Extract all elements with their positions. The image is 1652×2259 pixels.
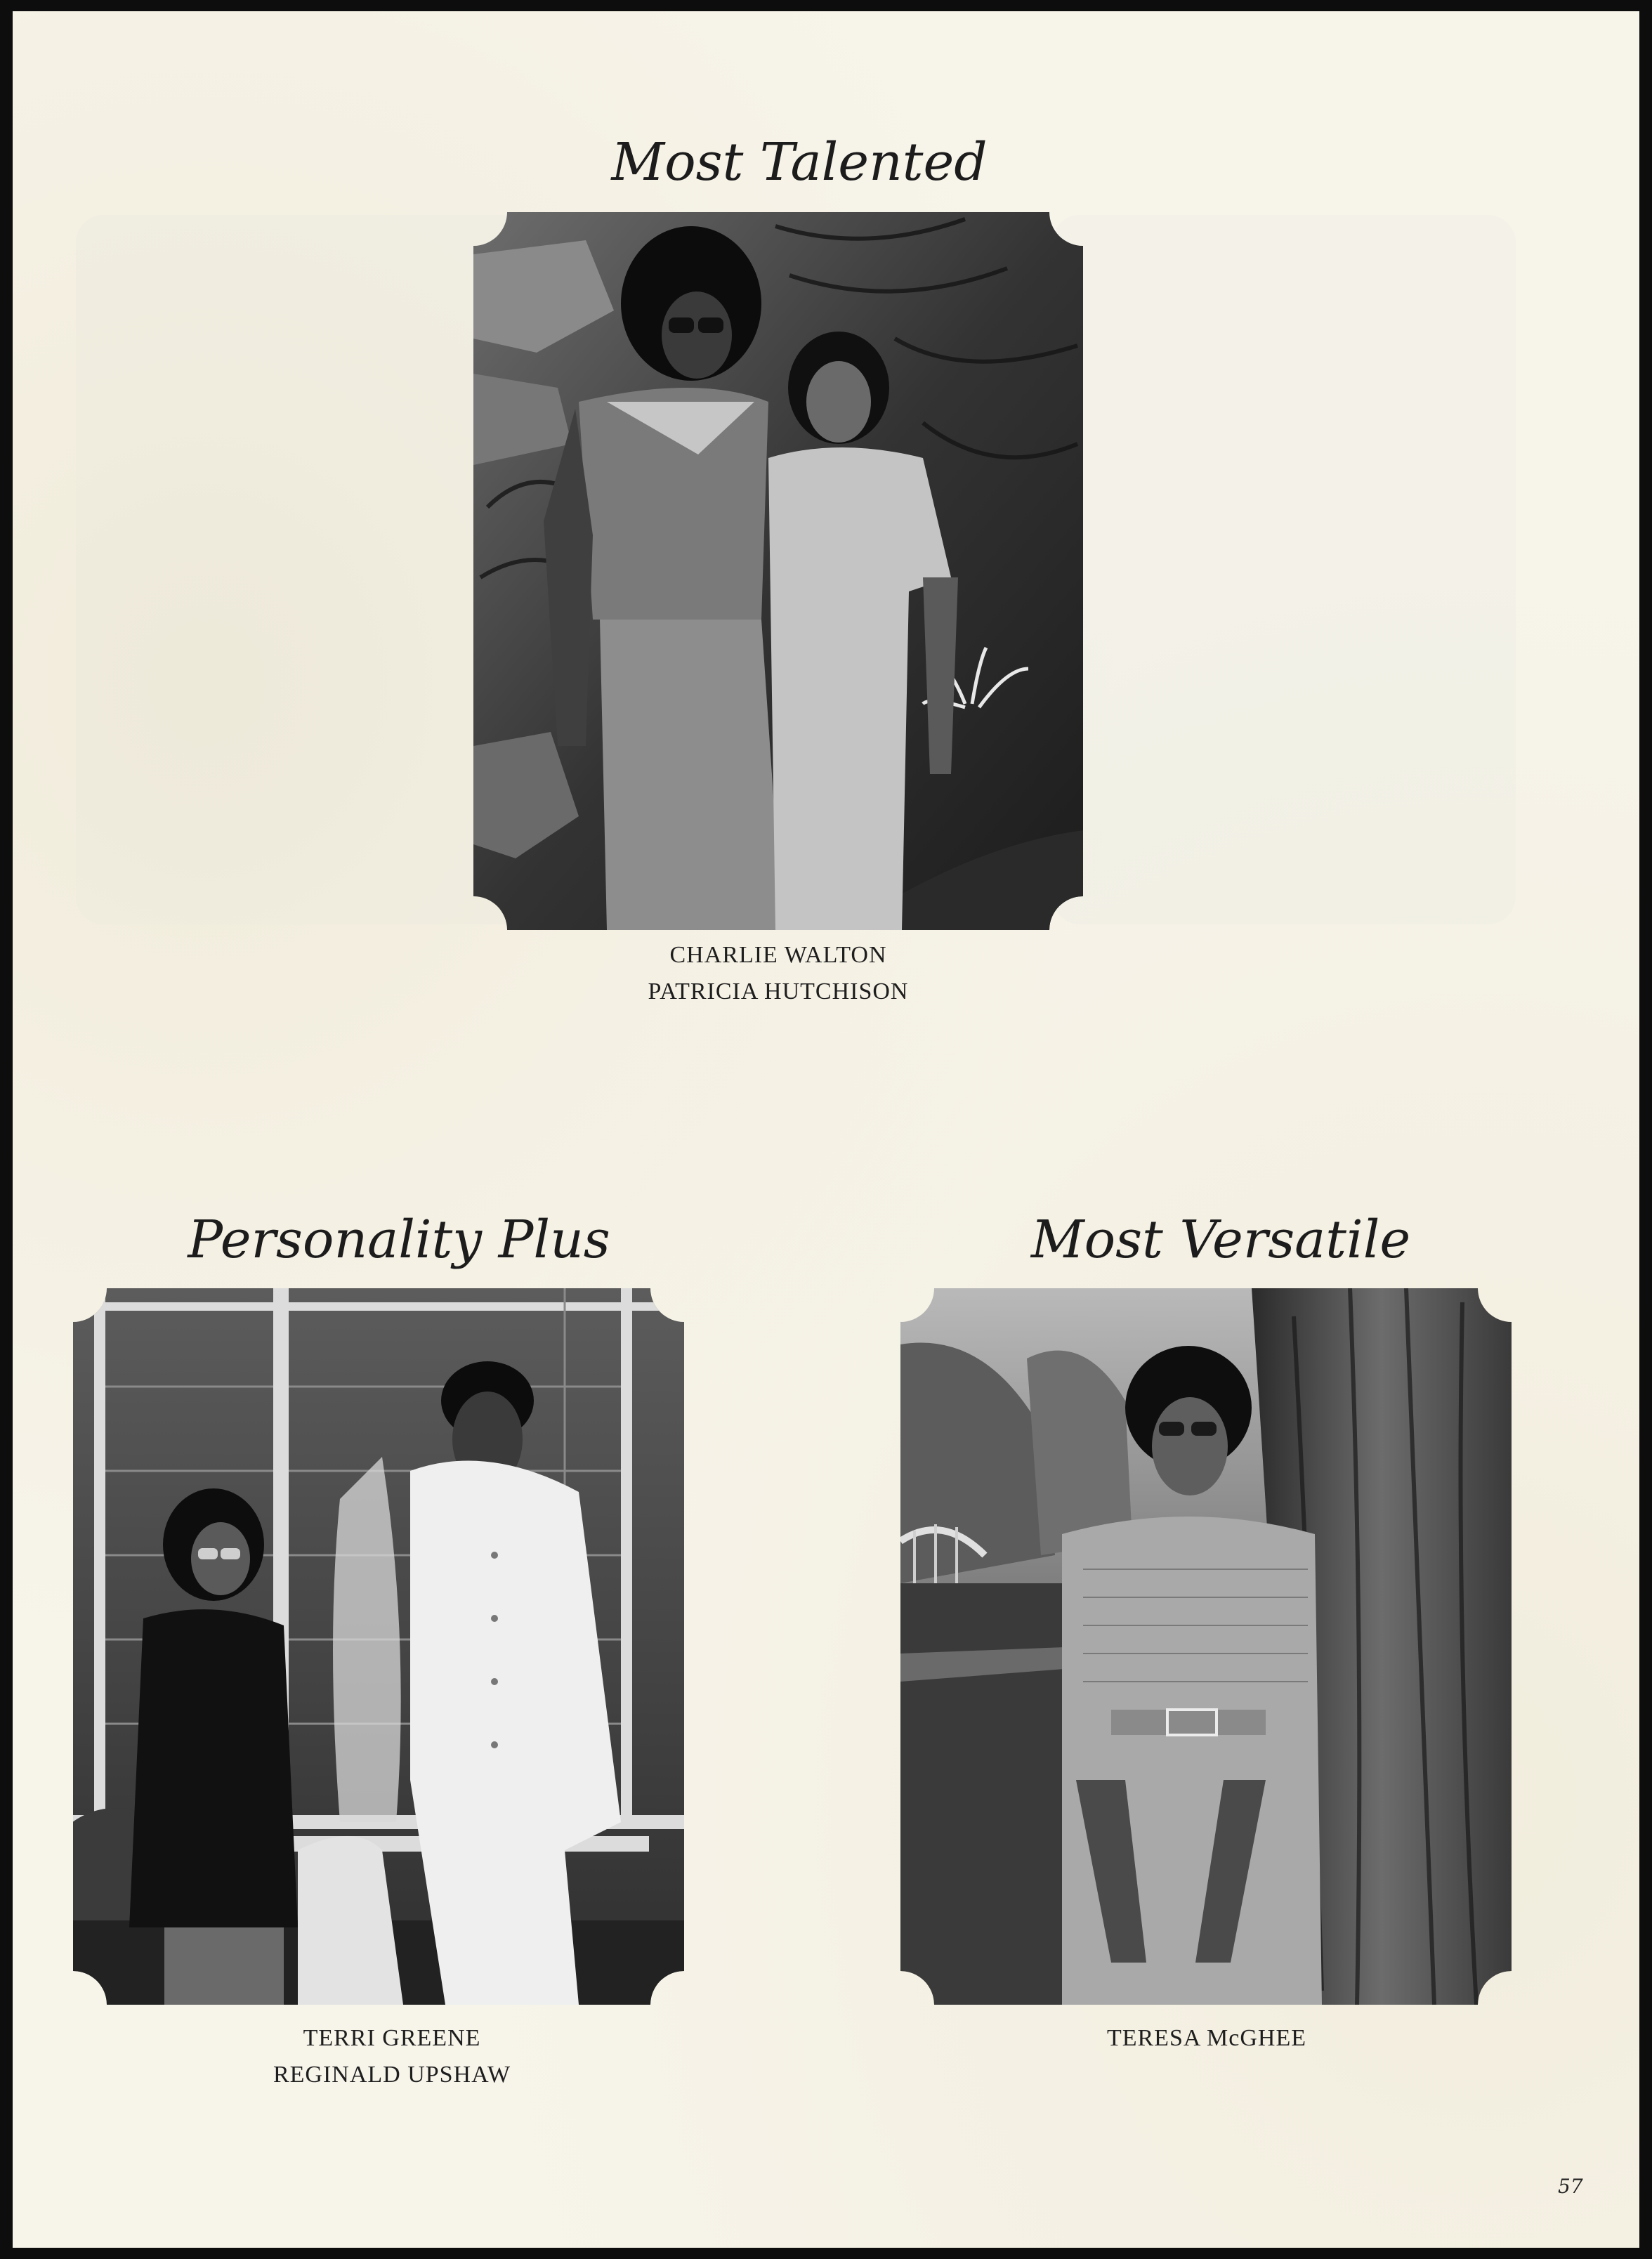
- personality-plus-title: Personality Plus: [188, 1210, 610, 1270]
- show-through-right: [1052, 215, 1516, 924]
- most-talented-photo: [473, 212, 1083, 930]
- personality-plus-names: [160, 2020, 624, 2093]
- page-number: 57: [1558, 2175, 1583, 2198]
- most-talented-title: Most Talented: [611, 132, 988, 192]
- name-terri-greene: TERRI GREENE: [303, 2025, 481, 2051]
- most-versatile-names: [982, 2020, 1431, 2057]
- most-talented-names: [553, 937, 1003, 1010]
- show-through-left: [76, 215, 539, 924]
- name-teresa-mcghee: TERESA McGHEE: [1106, 2025, 1307, 2051]
- personality-plus-photo: [73, 1288, 684, 2005]
- name-reginald-upshaw: REGINALD UPSHAW: [273, 2062, 511, 2088]
- name-patricia-hutchison: PATRICIA HUTCHISON: [648, 978, 909, 1004]
- most-versatile-photo: [900, 1288, 1512, 2005]
- yearbook-page: [13, 11, 1639, 2248]
- name-charlie-walton: CHARLIE WALTON: [669, 942, 887, 968]
- most-versatile-title: Most Versatile: [1030, 1210, 1411, 1270]
